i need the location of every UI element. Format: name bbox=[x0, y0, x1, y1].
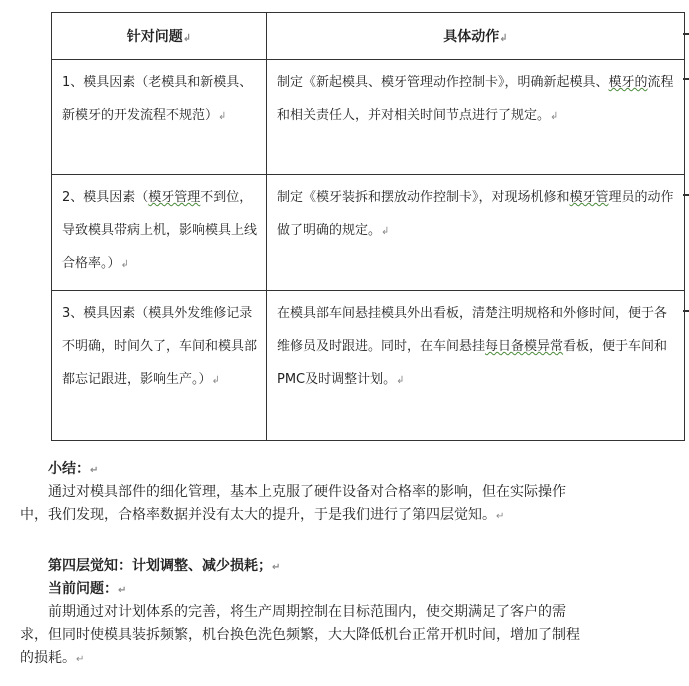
table-row bbox=[52, 291, 685, 441]
action-cell: 在模具部车间悬挂模具外出看板，清楚注明规格和外修时间，便于各维修员及时跟进。同时，在车间悬挂每日备模异常看板，便于车间和PMC及时调整计划。↲ bbox=[267, 291, 685, 441]
issue-cell: 3、模具因素（模具外发维修记录不明确，时间久了，车间和模具部都忘记跟进，影响生产。）↲ bbox=[52, 291, 267, 441]
row-end-marker bbox=[683, 78, 689, 80]
table-row bbox=[52, 175, 685, 291]
summary-paragraph: 通过对模具部件的细化管理，基本上克服了硬件设备对合格率的影响，但在实际操作中，我们发现，合格率数据并没有太大的提升，于是我们进行了第四层觉知。↵ bbox=[20, 484, 566, 523]
header-action: 具体动作↲ bbox=[267, 13, 685, 60]
row-end-marker bbox=[683, 194, 689, 196]
row-end-marker bbox=[683, 33, 689, 35]
issue-cell: 1、模具因素（老模具和新模具、新模牙的开发流程不规范）↲ bbox=[52, 60, 267, 175]
action-cell: 制定《新起模具、模牙管理动作控制卡》，明确新起模具、模牙的流程和相关责任人，并对相关时间节点进行了规定。↲ bbox=[267, 60, 685, 175]
header-issue: 针对问题↲ bbox=[52, 13, 267, 60]
level4-title: 第四层觉知：计划调整、减少损耗；↵ bbox=[48, 558, 281, 574]
current-issue-label: 当前问题：↵ bbox=[48, 581, 127, 597]
issue-cell: 2、模具因素（模牙管理不到位，导致模具带病上机，影响模具上线合格率。）↲ bbox=[52, 175, 267, 291]
summary-title: 小结：↵ bbox=[48, 461, 99, 477]
level4-paragraph: 前期通过对计划体系的完善，将生产周期控制在目标范围内，使交期满足了客户的需求，但同时使模具装拆频繁，机台换色洗色频繁，大大降低机台正常开机时间，增加了制程的损耗。↵ bbox=[20, 604, 580, 666]
action-cell: 制定《模牙装拆和摆放动作控制卡》，对现场机修和模牙管理员的动作做了明确的规定。↲ bbox=[267, 175, 685, 291]
problem-action-table bbox=[51, 12, 685, 441]
table-row bbox=[52, 60, 685, 175]
row-end-marker bbox=[683, 310, 689, 312]
